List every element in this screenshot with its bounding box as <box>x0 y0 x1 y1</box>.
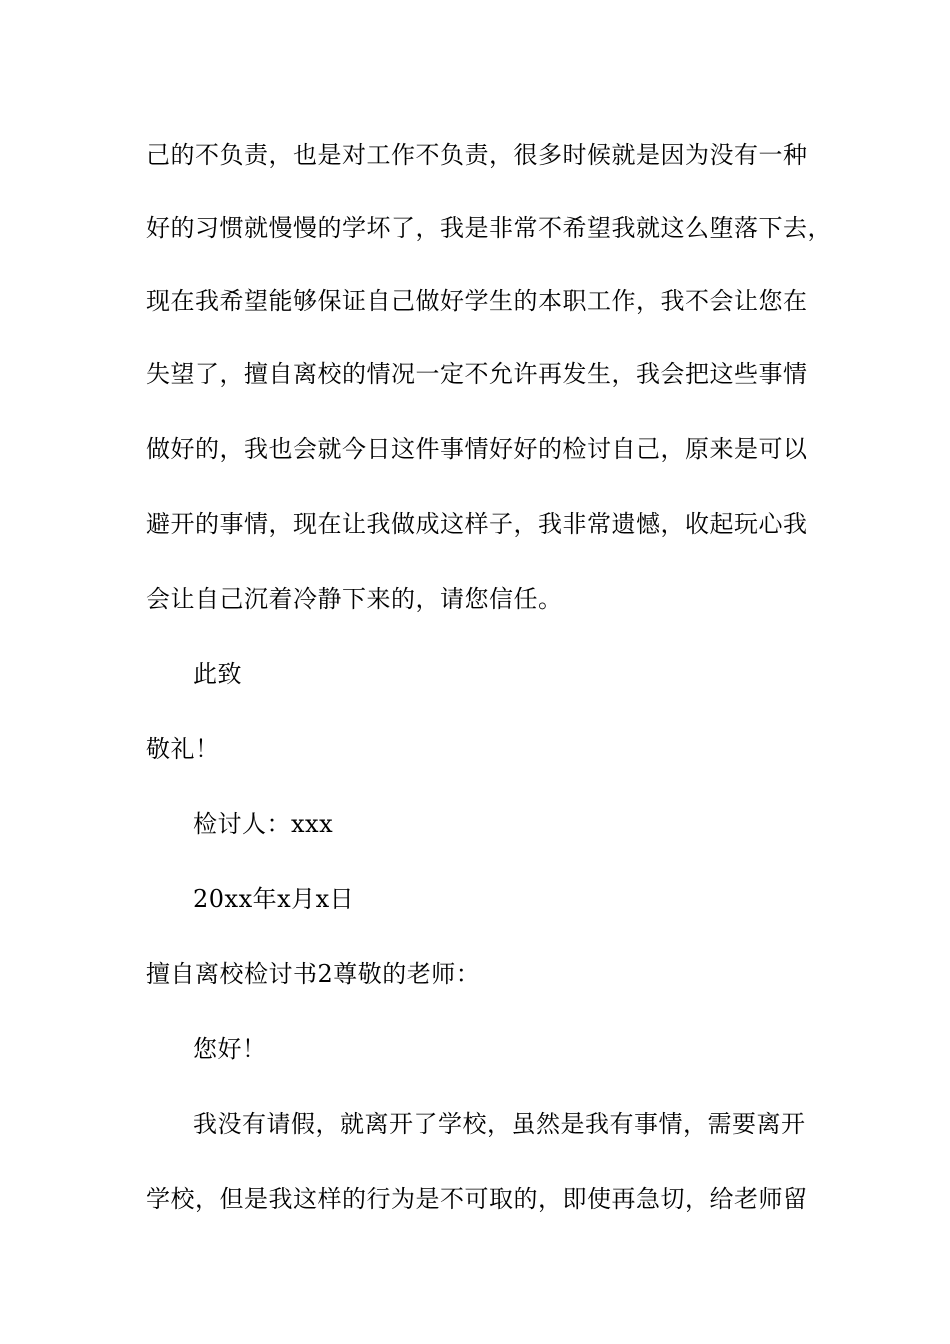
section-heading: 擅自离校检讨书2尊敬的老师： <box>146 960 481 988</box>
paragraph-line: 做好的，我也会就今日这件事情好好的检讨自己，原来是可以 <box>146 435 808 463</box>
closing-text: 此致 <box>193 660 242 688</box>
greeting-text: 您好！ <box>193 1035 267 1063</box>
signer-text: 检讨人：xxx <box>193 810 334 838</box>
paragraph-line: 好的习惯就慢慢的学坏了，我是非常不希望我就这么堕落下去， <box>146 214 832 242</box>
paragraph-line: 己的不负责，也是对工作不负责，很多时候就是因为没有一种 <box>146 141 808 169</box>
paragraph-line: 学校，但是我这样的行为是不可取的，即使再急切，给老师留 <box>146 1185 808 1213</box>
paragraph-line: 失望了，擅自离校的情况一定不允许再发生，我会把这些事情 <box>146 360 808 388</box>
salute-text: 敬礼！ <box>146 735 220 763</box>
paragraph-line: 现在我希望能够保证自己做好学生的本职工作，我不会让您在 <box>146 287 808 315</box>
paragraph-line: 会让自己沉着冷静下来的，请您信任。 <box>146 585 563 613</box>
paragraph-line: 我没有请假，就离开了学校，虽然是我有事情，需要离开 <box>193 1110 806 1138</box>
date-text: 20xx年x月x日 <box>193 885 355 913</box>
paragraph-line: 避开的事情，现在让我做成这样子，我非常遗憾，收起玩心我 <box>146 510 808 538</box>
